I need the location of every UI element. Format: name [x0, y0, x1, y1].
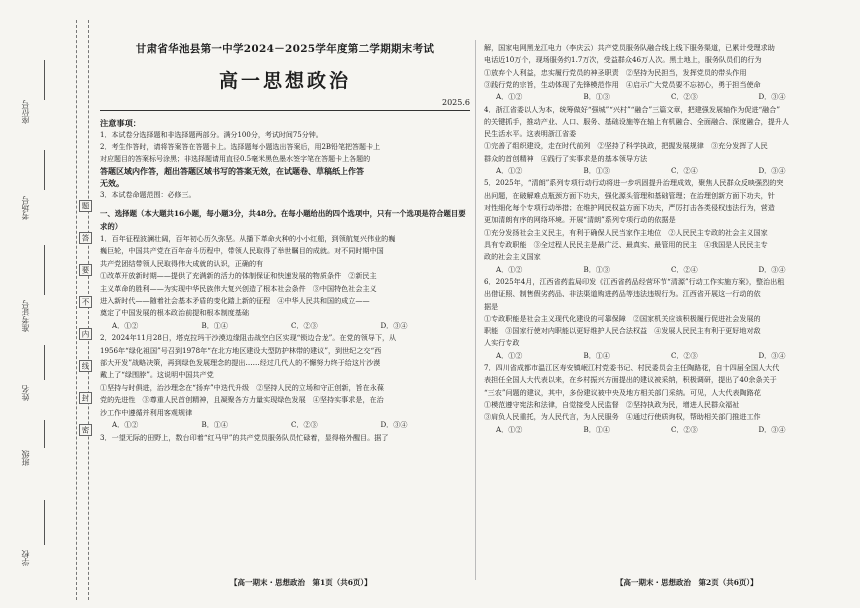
question-line: 7．四川省成都市温江区寿安镇岷江村党委书记、村民委员会主任陶路花，自十四届全国人大代: [484, 363, 780, 373]
admission-number-label: 准考证号: [21, 300, 30, 332]
seal-char: 答: [81, 234, 90, 242]
question-5: [484, 177, 846, 275]
seal-char: 题: [81, 202, 90, 210]
question-3-start: [100, 432, 470, 444]
question-line: 党的先进性 ③尊重人民首创精神，且凝聚各方力量实现绿色发展 ④坚持实事求是，在治: [100, 395, 384, 405]
option-b: B．①④: [201, 320, 228, 330]
seal-char: 封: [81, 394, 90, 402]
notice-line: 3．本试卷命题范围：必修三。: [100, 191, 196, 199]
seal-char: 要: [81, 266, 90, 274]
question-line: ①完善了组织建设，走在时代前列 ②坚持了科学执政，把握发展规律 ③充分发挥了人民: [484, 141, 768, 151]
seal-dashed-line-inner: [88, 20, 89, 600]
option-b: B．①④: [583, 424, 610, 434]
right-page: [484, 42, 846, 436]
option-b: B．①③: [583, 166, 610, 176]
question-line: 巍巨轮，中国共产党在百年奋斗历程中，带领人民取得了举世瞩目的成就。对不同时期中国: [100, 246, 384, 256]
seal-char: 密: [81, 426, 90, 434]
notice-line: 1．本试卷分选择题和非选择题两部分。满分100分，考试时间75分钟。: [100, 131, 323, 139]
notice-line: 对应题目的答案标号涂黑；非选择题请用直径0.5毫米黑色墨水签字笔在答题卡上各题的: [100, 155, 371, 163]
seal-char: 线: [81, 362, 90, 370]
question-line: 职能 ③国家行使对内职能以更好维护人民合法权益 ④发展人民民主有利于更好地对敌: [484, 326, 761, 336]
question-line: 解，国家电网黑龙江电力（李庆云）共产党员服务队融合线上线下服务渠道，已累计受理求助: [484, 43, 775, 52]
option-d: D．③④: [758, 92, 786, 102]
option-a: A．①②: [496, 166, 523, 176]
option-c: C．②④: [671, 166, 698, 176]
question-line: 1．百年征程波澜壮阔，百年初心历久弥坚。从播下革命火种的小小红船，到领航复兴伟业的巍: [100, 234, 396, 243]
exam-room-label: 考场号: [21, 196, 30, 220]
question-line: 政的社会主义国家: [484, 252, 541, 262]
question-line: 3．一望无际的田野上，数台印着“红马甲”的共产党员服务队员忙碌着，显得格外醒目。据了: [100, 432, 389, 442]
page-divider: [475, 40, 476, 580]
class-label: 班级: [21, 450, 30, 466]
question-line: 出问题，在破解难点瓶颈方面下功夫，强化源头管理和基础管理；在治理创新方面下功夫，针: [484, 190, 775, 200]
option-b: B．①④: [583, 350, 610, 360]
option-d: D．③④: [758, 264, 786, 274]
school-label: 学校: [21, 550, 30, 566]
option-c: C．②④: [671, 264, 698, 274]
school-title: 甘肃省华池县第一中学2024－2025学年度第二学期期末考试: [135, 43, 435, 55]
question-line: 人实行专政: [484, 338, 520, 348]
option-b: B．①③: [583, 92, 610, 102]
option-a: A．①②: [112, 420, 139, 430]
seal-dashed-line: [76, 20, 77, 600]
class-blank: [44, 420, 45, 448]
question-line: 据是: [484, 301, 499, 311]
question-line: 出借证照、制售假劣药品、非法渠道购进药品等违法违规行为。江西省开展这一行动的依: [484, 289, 761, 299]
question-line: 部大开发”战略决策，再到绿色发展理念的提出……经过几代人的不懈努力终于给这片沙漠: [100, 358, 381, 368]
question-line: ①专政职能是社会主义现代化建设的可靠保障 ②国家机关应该积极履行促进社会发展的: [484, 313, 761, 323]
question-line: ①改革开放新时期——提供了充满新的活力的体制保证和快速发展的物质条件 ②新民主: [100, 271, 377, 281]
question-line: 6．2025年4月，江西省药监局印发《江西省药品经营环节“清源”行动工作实施方案》，整治出租: [484, 276, 785, 286]
option-c: C．②③: [671, 350, 698, 360]
question-line: 电话近10万个，现场服务约1.7万次，受益群众46万人次。黑土地上，服务队员们的行为: [484, 55, 762, 65]
header-rule: [100, 110, 470, 111]
question-line: ①模范遵守宪法和法律，自觉接受人民监督 ②坚持执政为民，增进人民群众福祉: [484, 400, 740, 410]
question-line: 主义革命的胜利——为实现中华民族伟大复兴创造了根本社会条件 ③中国特色社会主义: [100, 283, 377, 293]
page-footer-left: 【高一期末・思想政治 第1页（共6页）】: [230, 578, 372, 587]
section-heading: 一、选择题（本大题共16小题，每小题3分，共48分。在每小题给出的四个选项中，只有一个选项是符合题目要求的）: [100, 209, 466, 231]
option-a: A．①②: [112, 320, 139, 330]
question-line: 更加清朗有序的网络环境。开展“清朗”系列专项行动的依据是: [484, 215, 676, 225]
answer-options: [100, 419, 470, 431]
question-line: 戴上了“绿围脖”。这说明中国共产党: [100, 370, 214, 380]
option-a: A．①②: [496, 424, 523, 434]
option-c: C．②③: [291, 420, 318, 430]
question-line: 1956年“绿化祖国”号召到1978年“在北方地区建设大型防护林带的建议”，到世纪之交“西: [100, 345, 382, 355]
question-line: ①坚持与时俱进，治沙理念在“扬弃”中迭代升级 ②坚持人民的立场和守正创新，旨在永葆: [100, 382, 384, 392]
answer-options: [484, 91, 846, 103]
question-line: 民生活水平。这表明浙江省委: [484, 129, 577, 139]
option-d: D．③④: [758, 424, 786, 434]
left-page: [100, 42, 470, 444]
seal-char: 内: [81, 330, 90, 338]
binding-margin: [0, 0, 95, 608]
answer-options: [484, 424, 846, 436]
admission-number-blank: [44, 245, 45, 295]
question-line: “三农”问题的建议，其中，多份建议被中央及地方相关部门采纳。可见，人大代表陶路花: [484, 387, 761, 397]
question-1: [100, 233, 470, 332]
notice-line: 2．考生作答时，请将答案答在答题卡上。选择题每小题选出答案后，用2B铅笔把答题卡上: [100, 143, 381, 151]
answer-options: [484, 165, 846, 177]
option-a: A．①②: [496, 264, 523, 274]
notice-heading: 注意事项：: [100, 118, 141, 128]
question-6: [484, 276, 846, 362]
question-line: 2．2024年11月28日，塔克拉玛干沙漠边缘阻击战空白区实现“锁边合龙”。在党的领导下，从: [100, 333, 397, 343]
question-7: [484, 362, 846, 436]
question-line: 表担任全国人大代表以来，在乡村振兴方面提出的建议被采纳，积极调研，提出了40余条关于: [484, 375, 777, 385]
option-d: D．③④: [380, 320, 408, 330]
question-line: 5．2025年，“清朗”系列专项行动行动将进一步巩固提升治理成效，聚焦人民群众反映强烈的突: [484, 178, 784, 188]
page-footer-right: 【高一期末・思想政治 第2页（共6页）】: [616, 578, 758, 587]
option-c: C．②③: [671, 92, 698, 102]
question-line: 具有专政职能 ③全过程人民民主是最广泛、最真实、最管用的民主 ④我国是人民民主专: [484, 239, 768, 249]
answer-options: [484, 350, 846, 362]
question-line: 对性细化每个专项行动举措；在维护网民权益方面下功夫，严厉打击各类侵权违法行为，营造: [484, 203, 775, 213]
question-line: 进入新时代——随着社会基本矛盾的变化踏上新的征程 ④中华人民共和国的成立——: [100, 296, 370, 306]
subject-title: 高一思想政治: [218, 70, 351, 92]
question-line: ③践行党的宗旨，生动体现了先锋模范作用 ④启示广大党员要不忘初心，勇于担当使命: [484, 79, 761, 89]
question-line: 4．浙江省委以人为本，统筹做好“强城”“兴村”“融合”三篇文章，把建强发展轴作为促进“融合”: [484, 104, 780, 114]
option-d: D．③④: [758, 166, 786, 176]
name-blank: [44, 345, 45, 380]
question-line: 的关键抓手，推动产业、人口、服务、基础设施等在轴上有机融合、全面融合、深度融合，提升人: [484, 116, 790, 126]
question-line: ①放弃个人利益，忠实履行党员的神圣职责 ②坚持为民担当，发挥党员的带头作用: [484, 67, 747, 77]
option-b: B．①④: [201, 420, 228, 430]
option-b: B．①③: [583, 264, 610, 274]
notice-line: 答题区域内作答，超出答题区域书写的答案无效，在试题卷、草稿纸上作答: [100, 166, 364, 176]
school-blank: [44, 500, 45, 545]
question-line: 奠定了中国发展的根本政治前提和根本制度基础: [100, 308, 249, 318]
notice-block: [100, 117, 470, 201]
seat-number-blank: [44, 60, 45, 100]
option-c: C．②③: [671, 424, 698, 434]
answer-options: [484, 264, 846, 276]
exam-room-blank: [44, 150, 45, 190]
option-a: A．①②: [496, 350, 523, 360]
exam-date: 2025.6: [442, 98, 470, 107]
option-d: D．③④: [380, 420, 408, 430]
seat-number-label: 座位号: [21, 100, 30, 124]
question-line: 共产党团结带领人民取得伟大成就的认识，正确的有: [100, 258, 264, 268]
question-line: ①充分发扬社会主义民主，有利于确保人民当家作主地位 ②人民民主专政的社会主义国家: [484, 227, 768, 237]
seal-char: 不: [81, 298, 90, 306]
question-line: 沙工作中遵循并利用客观规律: [100, 407, 193, 417]
question-line: ③肩负人民重托，为人民代言，为人民服务 ④通过行使质询权，帮助相关部门推进工作: [484, 412, 761, 422]
question-4: [484, 104, 846, 178]
option-a: A．①②: [496, 92, 523, 102]
question-line: 群众的首创精神 ④践行了实事求是的基本领导方法: [484, 153, 648, 163]
notice-line: 无效。: [100, 178, 124, 188]
option-d: D．③④: [758, 350, 786, 360]
name-label: 姓名: [21, 385, 30, 401]
answer-options: [100, 320, 470, 332]
question-2: [100, 332, 470, 431]
option-c: C．②③: [291, 320, 318, 330]
